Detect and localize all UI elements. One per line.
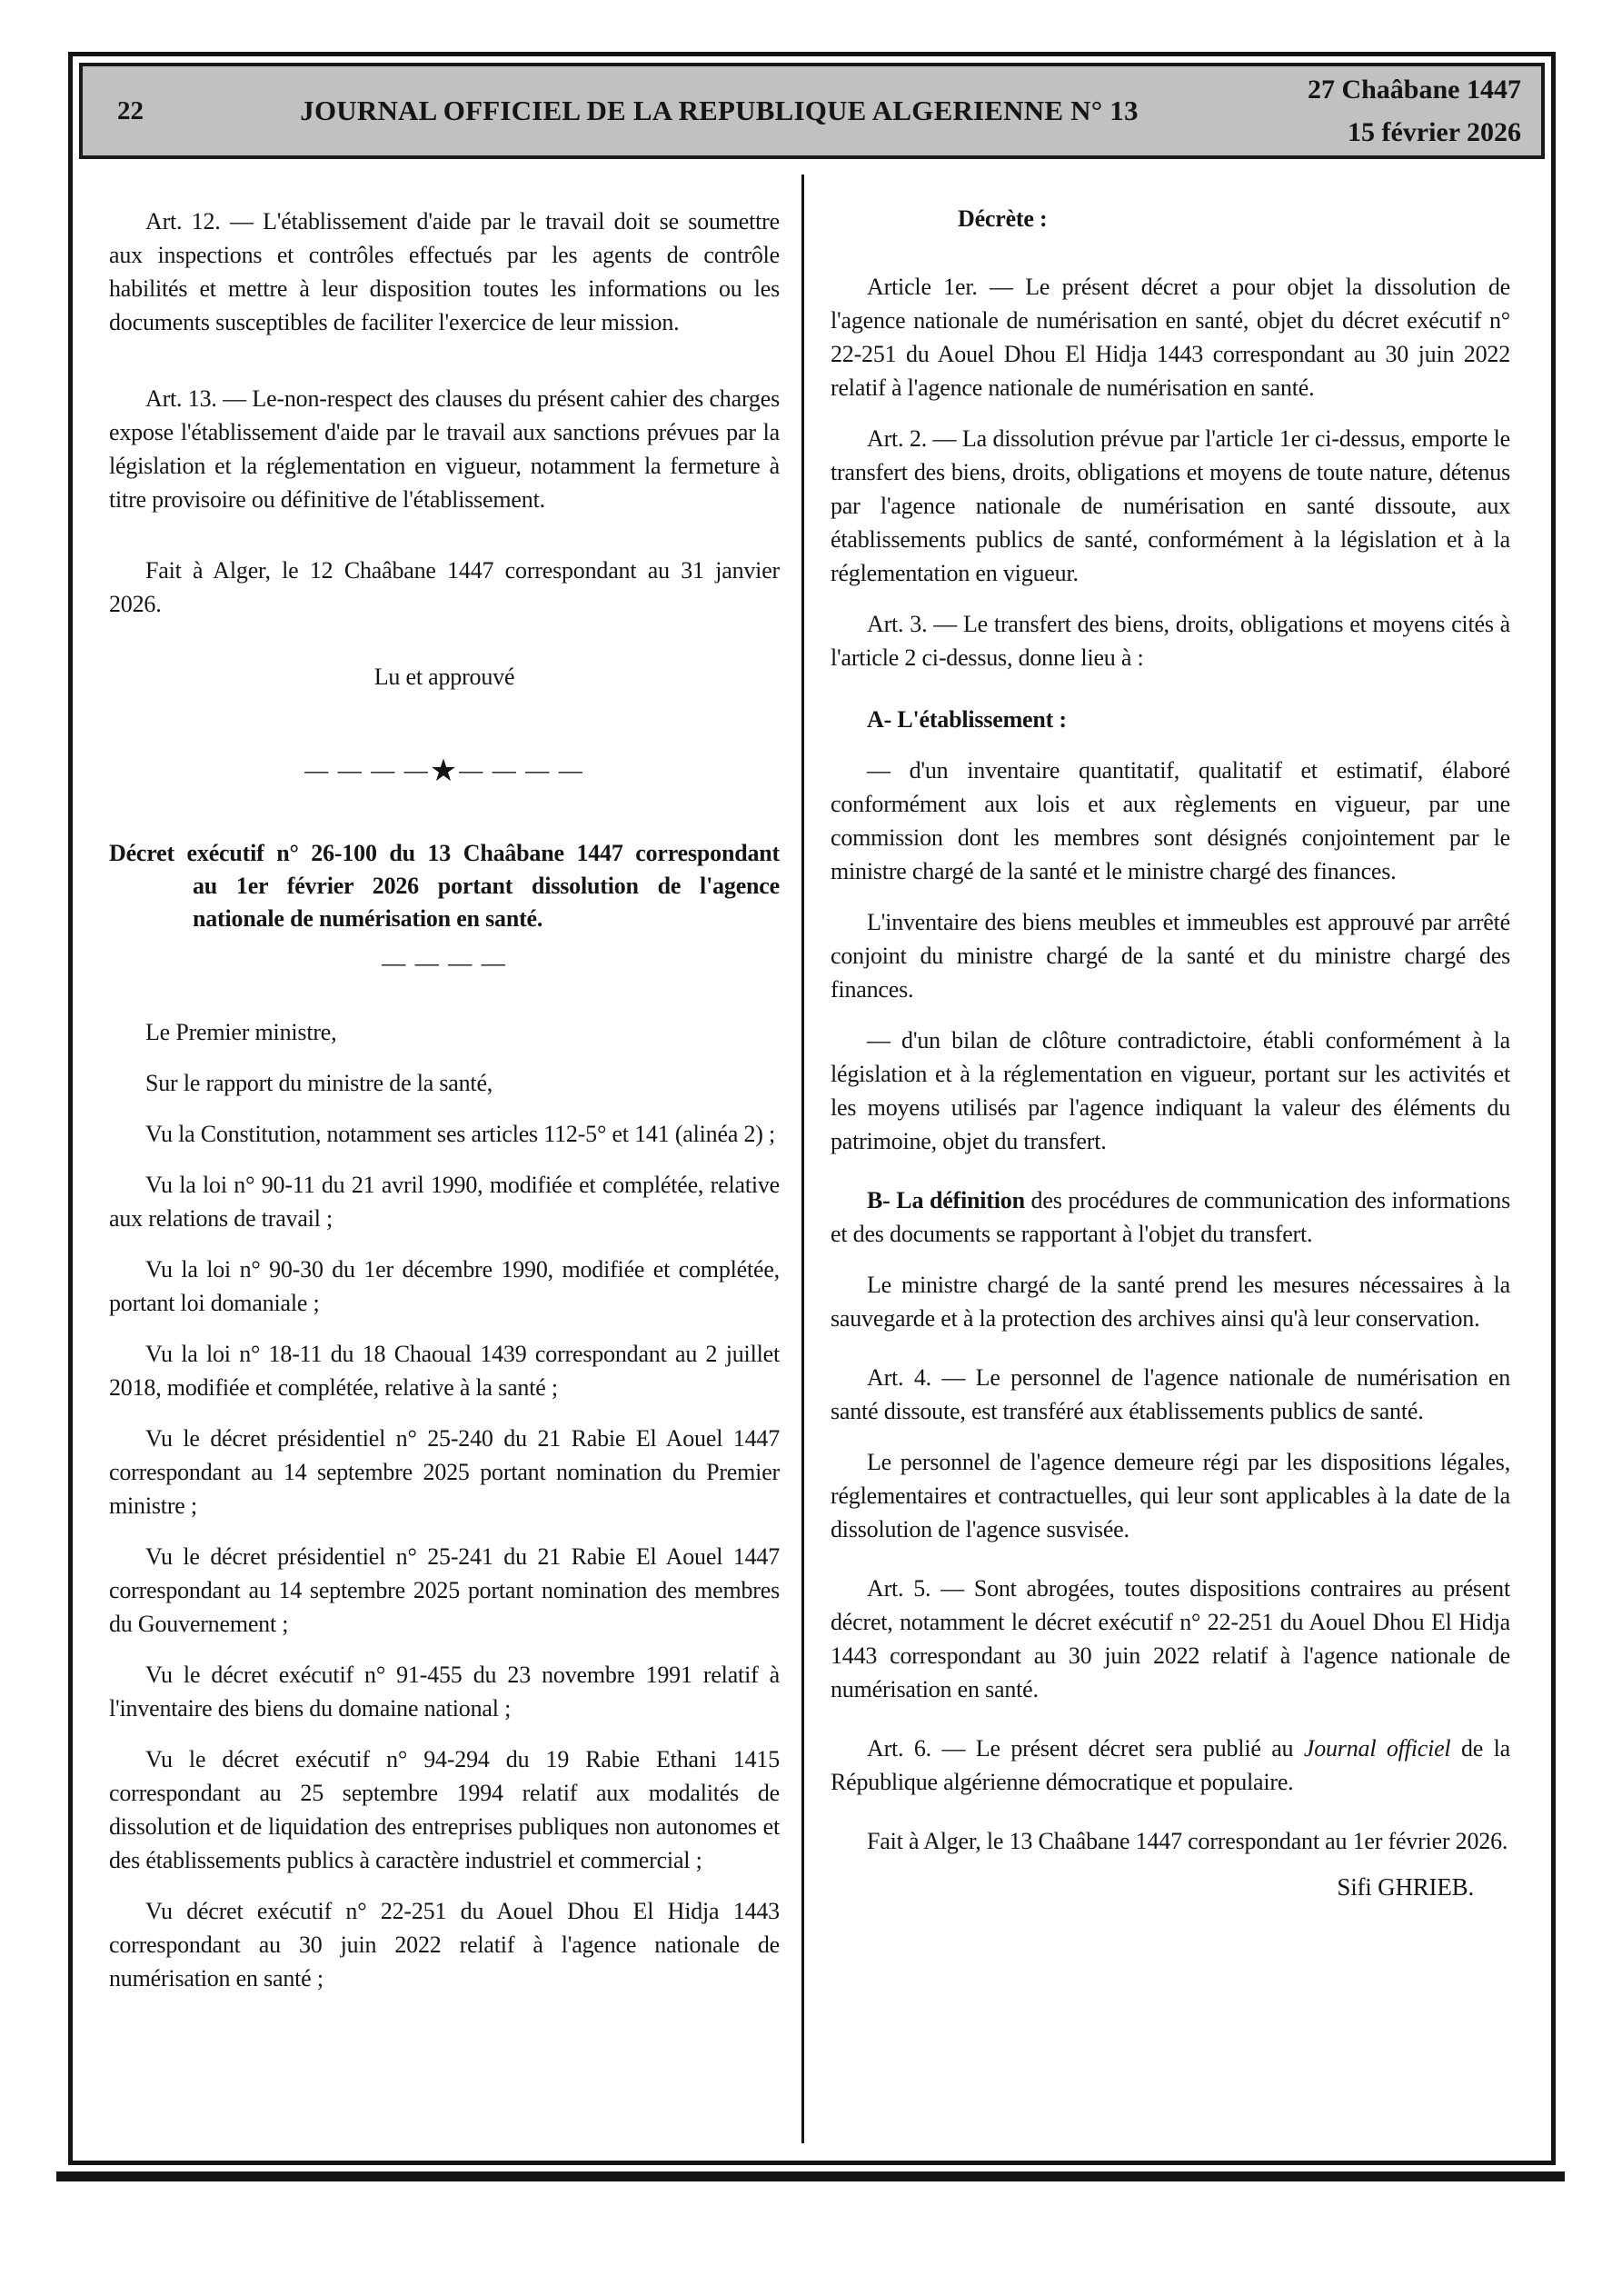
left-column [109,173,780,1995]
rapport-line: Sur le rapport du ministre de la santé, [145,1070,493,1096]
heading-definition-rest: des procédures de communication des informations et des documents se rapportant à l'objet du transfert. [831,1187,1510,1247]
star-divider [109,754,780,788]
vu-item: Vu le décret exécutif n° 91-455 du 23 novembre 1991 relatif à l'inventaire des biens du domaine national ; [109,1662,780,1722]
vu-item: Vu la loi n° 90-30 du 1er décembre 1990, modifiée et complétée, portant loi domaniale ; [109,1256,780,1316]
article-13-paragraph: Art. 13. — Le-non-respect des clauses du présent cahier des charges expose l'établissement d'aide par le travail aux sanctions prévues par la législation et la réglementation en vigueur, notamment la fermeture à titre provisoire ou définitive de l'établissement. [109,385,780,513]
divider-dashes-right: — — — — [459,757,584,784]
premier-ministre-line: Le Premier ministre, [145,1019,337,1045]
article-6-post: de la République algérienne démocratique et populaire. [831,1735,1510,1795]
article-6-paragraph [831,1732,1510,1799]
journal-officiel-italic: Journal officiel [1303,1735,1451,1762]
bottom-rule-thick [56,2171,1565,2181]
vu-item: Vu la loi n° 18-11 du 18 Chaoual 1439 correspondant au 2 juillet 2018, modifiée et complétée, relative à la santé ; [109,1341,780,1401]
decrete-heading: Décrète : [958,205,1048,232]
vu-item: Vu la Constitution, notamment ses articles 112-5° et 141 (alinéa 2) ; [145,1121,776,1147]
fait-a-alger-paragraph: Fait à Alger, le 13 Chaâbane 1447 correspondant au 1er février 2026. [867,1828,1508,1854]
section-divider: — — — — [382,950,507,976]
page-number: 22 [117,95,144,125]
lu-et-approuve: Lu et approuvé [373,664,515,690]
vu-item: Vu la loi n° 90-11 du 21 avril 1990, modifiée et complétée, relative aux relations de travail ; [109,1172,780,1232]
journal-title: JOURNAL OFFICIEL DE LA REPUBLIQUE ALGERIENNE N° 13 [300,95,1139,126]
decree-title [109,837,780,935]
article-1-paragraph: Article 1er. — Le présent décret a pour objet la dissolution de l'agence nationale de numérisation en santé, objet du décret exécutif n° 22-251 du Aouel Dhou El Hidja 1443 correspondant au 30 juin 2022 relatif à l'agence nationale de numérisation en santé. [831,274,1510,401]
divider-dashes-left: — — — — [304,757,430,784]
personnel-paragraph: Le personnel de l'agence demeure régi par les dispositions légales, réglementaires et contractuelles, qui leur sont applicables à la date de la dissolution de l'agence susvisée. [831,1449,1510,1542]
bilan-item: — d'un bilan de clôture contradictoire, établi conformément à la législation et à la réglementation en vigueur, portant sur les activités et les moyens utilisés par l'agence indiquant la valeur des éléments du patrimoine, objet du transfert. [831,1027,1510,1154]
star-icon: ★ [429,754,460,788]
heading-etablissement: A- L'établissement : [867,706,1067,733]
article-4-paragraph: Art. 4. — Le personnel de l'agence nationale de numérisation en santé dissoute, est transféré aux établissements publics de santé. [831,1364,1510,1424]
ministre-mesures-paragraph: Le ministre chargé de la santé prend les mesures nécessaires à la sauvegarde et à la protection des archives ainsi qu'à leur conservation. [831,1272,1510,1332]
header-dates [1249,68,1521,154]
vu-item: Vu le décret exécutif n° 94-294 du 19 Rabie Ethani 1415 correspondant au 25 septembre 1994 relatif aux modalités de dissolution et de liquidation des entreprises publiques non autonomes et des établissements publics à caractère industriel et commercial ; [109,1746,780,1873]
bottom-rule-thin [68,2161,1556,2165]
heading-definition-bold: B- La définition [867,1187,1025,1213]
inventaire-approbation-paragraph: L'inventaire des biens meubles et immeubles est approuvé par arrêté conjoint du ministre chargé de la santé et du ministre chargé des finances. [831,909,1510,1003]
article-2-paragraph: Art. 2. — La dissolution prévue par l'article 1er ci-dessus, emporte le transfert des biens, droits, obligations et moyens de toute nature, détenus par l'agence nationale de numérisation en santé dissoute, aux établissements publics de santé, conformément à la législation et à la réglementation en vigueur. [831,425,1510,586]
fait-a-alger-paragraph: Fait à Alger, le 12 Chaâbane 1447 correspondant au 31 janvier 2026. [109,557,780,617]
decree-title-line: Décret exécutif n° 26-100 du 13 Chaâbane 1447 correspondant [109,840,780,866]
article-6-pre: Art. 6. — Le présent décret sera publié au [867,1735,1304,1762]
heading-definition-paragraph [831,1183,1510,1251]
article-3-paragraph: Art. 3. — Le transfert des biens, droits, obligations et moyens cités à l'article 2 ci-dessus, donne lieu à : [831,611,1510,671]
vu-item: Vu le décret présidentiel n° 25-241 du 21 Rabie El Aouel 1447 correspondant au 14 septembre 2025 portant nomination des membres du Gouvernement ; [109,1543,780,1637]
right-column [831,173,1510,1904]
decree-title-line: nationale de numérisation en santé. [193,905,543,932]
inventaire-item: — d'un inventaire quantitatif, qualitatif et estimatif, élaboré conformément aux lois et aux règlements en vigueur, par une commission dont les membres sont désignés conjointement par le ministre chargé de la santé et le ministre chargé des finances. [831,757,1510,884]
date-hijri: 27 Chaâbane 1447 [1307,75,1521,105]
article-5-paragraph: Art. 5. — Sont abrogées, toutes dispositions contraires au présent décret, notamment le décret exécutif n° 22-251 du Aouel Dhou El Hidja 1443 correspondant au 30 juin 2022 relatif à l'agence nationale de numérisation en santé. [831,1575,1510,1702]
column-separator [801,175,804,2143]
article-12-paragraph: Art. 12. — L'établissement d'aide par le travail doit se soumettre aux inspections et contrôles effectués par les agents de contrôle habilités et mettre à leur disposition toutes les informations ou les documents susceptibles de faciliter l'exercice de leur mission. [109,208,780,335]
vu-item: Vu le décret présidentiel n° 25-240 du 21 Rabie El Aouel 1447 correspondant au 14 septembre 2025 portant nomination du Premier ministre ; [109,1425,780,1519]
signature: Sifi GHRIEB. [1337,1873,1474,1901]
decree-title-line: au 1er février 2026 portant dissolution de l'agence [193,873,780,899]
header-band [79,63,1545,159]
vu-item: Vu décret exécutif n° 22-251 du Aouel Dhou El Hidja 1443 correspondant au 30 juin 2022 relatif à l'agence nationale de numérisation en santé ; [109,1898,780,1992]
date-gregorian: 15 février 2026 [1347,117,1521,147]
